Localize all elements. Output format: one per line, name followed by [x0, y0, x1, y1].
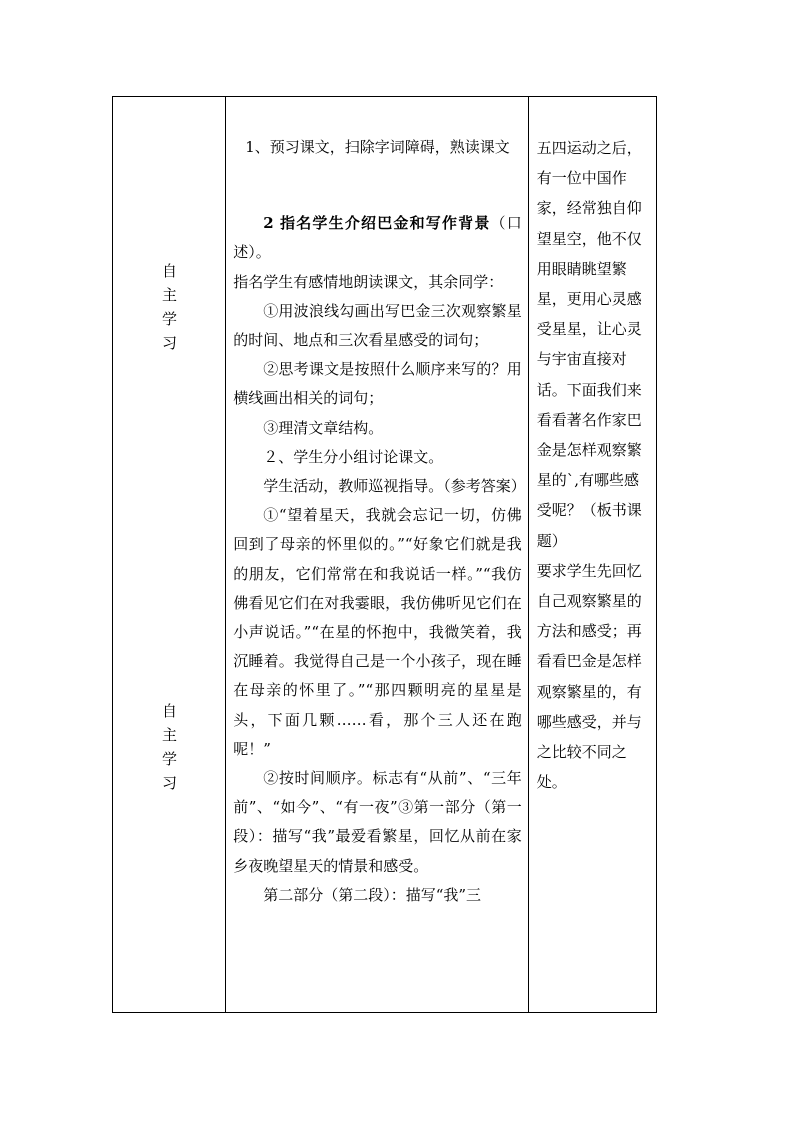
- label-char: 习: [161, 334, 177, 352]
- section-label-cell: [113, 97, 226, 1013]
- answer-3: 第二部分（第二段）：描写“我”三: [263, 885, 482, 904]
- step-preview: 1、预习课文，扫除字词障碍，熟读课文: [245, 138, 510, 156]
- step-background: [233, 209, 522, 267]
- section-label-bottom: [113, 699, 226, 795]
- reading-instruction: 指名学生有感情地朗读课文，其余同学：: [233, 272, 504, 291]
- group-discussion: ２、学生分小组讨论课文。: [263, 447, 444, 466]
- teacher-notes-cell: [528, 97, 656, 1013]
- intro-note: 五四运动之后，有一位中国作家，经常独自仰望星空，他不仅用眼睛眺望繁星，更用心灵感受星星，让心灵与宇宙直接对话。下面我们来看看著名作家巴金是怎样观察繁星的`,有哪些感受呢？（板书课题）: [536, 139, 642, 550]
- label-char: 主: [161, 726, 177, 744]
- step-background-rest: （口述）。: [233, 214, 522, 262]
- lesson-plan-table: [112, 96, 657, 1013]
- label-char: 学: [161, 750, 177, 768]
- label-char: 习: [161, 774, 177, 792]
- answer-2: ②按时间顺序。标志有“从前”、“三年前”、“如今”、“有一夜”③第一部分（第一段）：描写“我”最爱看繁星，回忆从前在家乡夜晚望星天的情景和感受。: [233, 769, 522, 875]
- requirement-note: 要求学生先回忆自己观察繁星的方法和感受；再看看巴金是怎样观察繁星的，有哪些感受，并与之比较不同之处。: [536, 561, 642, 792]
- label-char: 学: [161, 310, 177, 328]
- label-char: 主: [161, 286, 177, 304]
- task-1: ①用波浪线勾画出写巴金三次观察繁星的时间、地点和三次看星感受的词句；: [233, 301, 522, 350]
- label-char: 自: [161, 702, 177, 720]
- student-activity: 学生活动，教师巡视指导。（参考答案）: [263, 477, 526, 496]
- table-row: [113, 97, 657, 1013]
- activity-content-cell: [226, 97, 529, 1013]
- label-char: 自: [161, 262, 177, 280]
- answer-1: ①“望着星天，我就会忘记一切，仿佛回到了母亲的怀里似的。”“好象它们就是我的朋友，它们常常在和我说话一样。”“我仿佛看见它们在对我霎眼，我仿佛听见它们在小声说话。”“在星的怀抱中，我微笑着，我沉睡着。我觉得自己是一个小孩子，现在睡在母亲的怀里了。”“那四颗明亮的星星是头，下面几颗……看，那个三人还在跑呢！”: [233, 506, 522, 758]
- task-2: ②思考课文是按照什么顺序来写的？用横线画出相关的词句；: [233, 360, 522, 408]
- spacer: [233, 162, 522, 209]
- step-background-bold: 2 指名学生介绍巴金和写作背景: [263, 214, 491, 233]
- task-3: ③理清文章结构。: [263, 418, 384, 437]
- section-label-top: [113, 259, 226, 355]
